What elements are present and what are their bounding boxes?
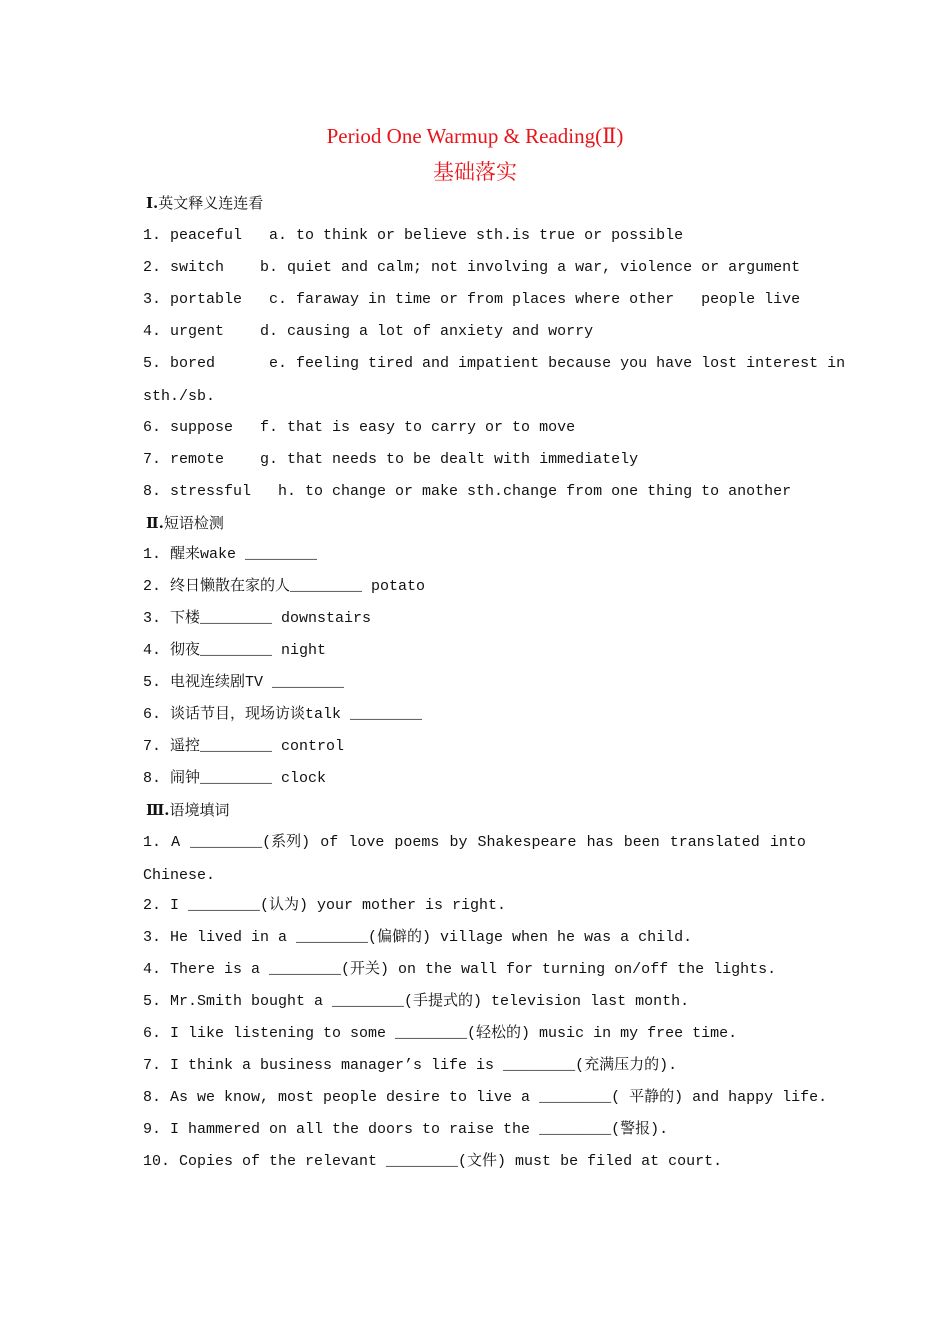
- section-heading-text: 语境填词: [169, 801, 230, 819]
- section-heading: [146, 513, 224, 533]
- list-item: 6. 谈话节目，现场访谈talk ________: [143, 706, 423, 723]
- word: 1.: [143, 834, 162, 851]
- list-item: 7. remote g. that needs to be dealt with immediately: [143, 451, 639, 468]
- word: Shakespeare: [477, 834, 577, 851]
- list-item: 5. Mr.Smith bought a ________(手提式的) television last month.: [143, 993, 690, 1010]
- page-subtitle: 基础落实: [433, 160, 517, 184]
- list-item: 1. 醒来wake ________: [143, 546, 318, 563]
- list-item: 8. stressful h. to change or make sth.change from one thing to another: [143, 483, 792, 500]
- word: of: [320, 834, 339, 851]
- section-number: Ⅲ.: [146, 801, 170, 819]
- page-title: Period One Warmup & Reading(Ⅱ): [326, 124, 624, 148]
- list-item: 3. portable c. faraway in time or from places where other people live: [143, 291, 801, 308]
- list-item: 3. He lived in a ________(偏僻的) village when he was a child.: [143, 929, 693, 946]
- list-item: 6. I like listening to some ________(轻松的) music in my free time.: [143, 1025, 738, 1042]
- list-item: 9. I hammered on all the doors to raise the ________(警报).: [143, 1121, 669, 1138]
- list-item: 8. 闹钟________ clock: [143, 770, 327, 787]
- section-number: Ⅰ.: [146, 194, 159, 212]
- list-item: 7. 遥控________ control: [143, 738, 345, 755]
- word: translated: [669, 834, 760, 851]
- list-item: Chinese.: [143, 867, 216, 884]
- word: A: [171, 834, 181, 851]
- list-item: 7. I think a business manager’s life is ________(充满压力的).: [143, 1057, 678, 1074]
- list-item: 4. There is a ________(开关) on the wall for turning on/off the lights.: [143, 961, 777, 978]
- list-item: 6. suppose f. that is easy to carry or to move: [143, 419, 576, 436]
- word: into: [769, 834, 806, 851]
- word: ________(系列): [190, 834, 311, 851]
- word: has: [586, 834, 614, 851]
- list-item: 8. As we know, most people desire to live a ________( 平静的) and happy life.: [143, 1089, 828, 1106]
- list-item: sth./sb.: [143, 388, 216, 405]
- list-item: 1. peaceful a. to think or believe sth.is true or possible: [143, 227, 684, 244]
- list-item: 2. switch b. quiet and calm; not involving a war, violence or argument: [143, 259, 801, 276]
- word: poems: [394, 834, 440, 851]
- list-item: 4. 彻夜________ night: [143, 642, 327, 659]
- section-heading-text: 短语检测: [163, 514, 224, 532]
- list-item: [143, 833, 806, 853]
- word: by: [449, 834, 468, 851]
- list-item: 10. Copies of the relevant ________(文件) must be filed at court.: [143, 1153, 723, 1170]
- list-item: 5. 电视连续剧TV ________: [143, 674, 345, 691]
- section-heading: [146, 193, 263, 213]
- word: love: [348, 834, 385, 851]
- section-number: Ⅱ.: [146, 514, 164, 532]
- section-heading-text: 英文释义连连看: [158, 194, 264, 212]
- list-item: 3. 下楼________ downstairs: [143, 610, 372, 627]
- list-item: 2. 终日懒散在家的人________ potato: [143, 578, 426, 595]
- list-item: 4. urgent d. causing a lot of anxiety and worry: [143, 323, 594, 340]
- list-item: 2. I ________(认为) your mother is right.: [143, 897, 507, 914]
- word: been: [623, 834, 660, 851]
- list-item: 5. bored e. feeling tired and impatient because you have lost interest in: [143, 355, 846, 372]
- section-heading: [146, 800, 230, 820]
